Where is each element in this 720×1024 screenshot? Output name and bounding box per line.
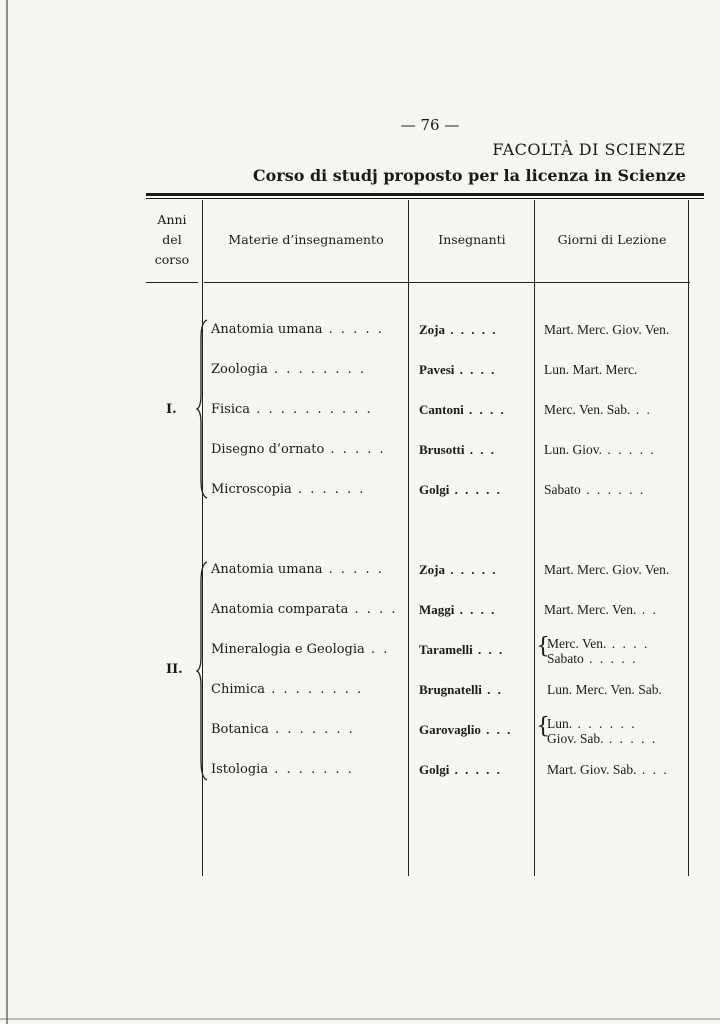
year-brace	[196, 560, 210, 782]
column-divider	[534, 200, 535, 876]
subject-cell: Istologia . . . . . . .	[211, 762, 354, 777]
teacher-cell: Taramelli . . .	[419, 642, 505, 657]
days-cell: Lun. . . . . . . Giov. Sab. . . . . .	[547, 716, 658, 746]
subject-cell: Microscopia . . . . . .	[211, 482, 366, 497]
column-divider	[688, 200, 689, 876]
header-year-column	[146, 210, 198, 270]
teacher-cell: Zoja . . . . .	[419, 322, 498, 337]
days-cell: Merc. Ven. Sab. . .	[544, 402, 652, 417]
days-cell: Mart. Giov. Sab. . . .	[547, 762, 669, 777]
year-label: I.	[166, 402, 177, 417]
header-year-line: corso	[154, 252, 190, 267]
header-year-line: del	[162, 232, 182, 247]
subject-cell: Anatomia umana . . . . .	[211, 562, 384, 577]
days-cell: Lun. Merc. Ven. Sab.	[547, 682, 662, 697]
subject-cell: Zoologia . . . . . . . .	[211, 362, 367, 377]
subject-cell: Mineralogia e Geologia . .	[211, 642, 390, 657]
teacher-cell: Garovaglio . . .	[419, 722, 513, 737]
days-cell: Merc. Ven. . . . . Sabato . . . . .	[547, 636, 650, 666]
teacher-cell: Golgi . . . . .	[419, 482, 502, 497]
subject-cell: Chimica . . . . . . . .	[211, 682, 364, 697]
header-rule	[204, 282, 690, 283]
days-cell: Mart. Merc. Giov. Ven.	[544, 562, 670, 577]
faculty-heading: FACOLTÀ DI SCIENZE	[492, 140, 686, 159]
header-rule	[146, 282, 198, 283]
page-edge-bottom	[0, 1018, 720, 1020]
column-divider	[408, 200, 409, 876]
teacher-cell: Brusotti . . .	[419, 442, 496, 457]
header-subjects: Materie d’insegnamento	[228, 232, 384, 247]
page-number: — 76 —	[400, 116, 460, 134]
header-year-line: Anni	[157, 212, 187, 227]
header-days: Giorni di Lezione	[557, 232, 667, 247]
teacher-cell: Cantoni . . . .	[419, 402, 506, 417]
subject-cell: Anatomia umana . . . . .	[211, 322, 384, 337]
teacher-cell: Pavesi . . . .	[419, 362, 497, 377]
top-rule-thin	[146, 198, 704, 199]
days-brace: {	[536, 634, 550, 659]
subject-cell: Fisica . . . . . . . . . .	[211, 402, 373, 417]
days-cell: Sabato . . . . . .	[544, 482, 646, 497]
table-title: Corso di studj proposto per la licenza in Scienze	[252, 166, 686, 185]
days-cell: Lun. Mart. Merc.	[544, 362, 638, 377]
page-edge-left	[6, 0, 8, 1024]
days-brace: {	[536, 714, 550, 739]
subject-cell: Botanica . . . . . . .	[211, 722, 355, 737]
teacher-cell: Brugnatelli . .	[419, 682, 503, 697]
year-label: II.	[166, 662, 183, 677]
subject-cell: Anatomia comparata . . . .	[211, 602, 398, 617]
teacher-cell: Maggi . . . .	[419, 602, 497, 617]
teacher-cell: Golgi . . . . .	[419, 762, 502, 777]
top-rule-thick	[146, 193, 704, 196]
days-cell: Mart. Merc. Ven. . .	[544, 602, 658, 617]
year-brace	[196, 318, 210, 500]
days-cell: Mart. Merc. Giov. Ven.	[544, 322, 670, 337]
header-teachers: Insegnanti	[438, 232, 506, 247]
subject-cell: Disegno d’ornato . . . . .	[211, 442, 386, 457]
days-cell: Lun. Giov. . . . . .	[544, 442, 656, 457]
teacher-cell: Zoja . . . . .	[419, 562, 498, 577]
